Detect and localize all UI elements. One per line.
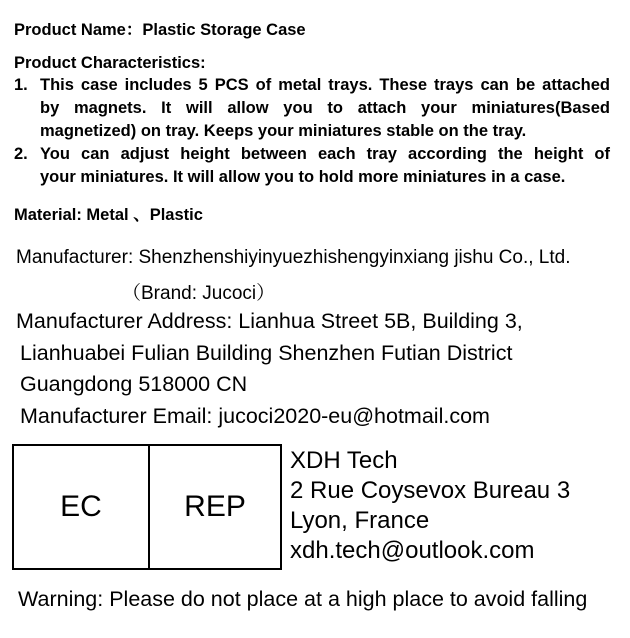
item-1-line-1: This case includes 5 PCS of metal trays. These trays can be attached: [40, 76, 610, 94]
address-line-1: Manufacturer Address: Lianhua Street 5B, Building 3,: [16, 309, 523, 333]
item-1-line-2: by magnets. It will allow you to attach your miniatures(Based: [40, 99, 610, 117]
ec-rep-left-text: EC: [60, 490, 102, 523]
representative-address-1: 2 Rue Coysevox Bureau 3: [290, 477, 571, 504]
item-2-number: 2.: [14, 145, 28, 163]
characteristics-heading: Product Characteristics:: [14, 54, 206, 72]
brand-line: （Brand: Jucoci）: [122, 283, 276, 304]
representative-name: XDH Tech: [290, 447, 398, 474]
item-1-number: 1.: [14, 76, 28, 94]
address-line-3: Guangdong 518000 CN: [20, 372, 248, 396]
representative-email: xdh.tech@outlook.com: [290, 537, 535, 564]
item-1-line-3: magnetized) on tray. Keeps your miniatures stable on the tray.: [40, 122, 527, 140]
material-line: Material: Metal 、Plastic: [14, 206, 203, 224]
item-2-line-1: You can adjust height between each tray according the height of: [40, 145, 610, 163]
ec-rep-right-text: REP: [184, 490, 246, 523]
warning-text: Warning: Please do not place at a high place to avoid falling: [18, 587, 588, 611]
address-line-2: Lianhuabei Fulian Building Shenzhen Futian District: [20, 341, 513, 365]
product-name: Product Name：Plastic Storage Case: [14, 21, 306, 39]
manufacturer-email: Manufacturer Email: jucoci2020-eu@hotmail.com: [20, 404, 490, 428]
ec-rep-symbol: [12, 444, 282, 570]
representative-address-2: Lyon, France: [290, 507, 430, 534]
manufacturer-line: Manufacturer: Shenzhenshiyinyuezhishengyinxiang jishu Co., Ltd.: [16, 247, 571, 268]
item-2-line-2: your miniatures. It will allow you to hold more miniatures in a case.: [40, 168, 566, 186]
